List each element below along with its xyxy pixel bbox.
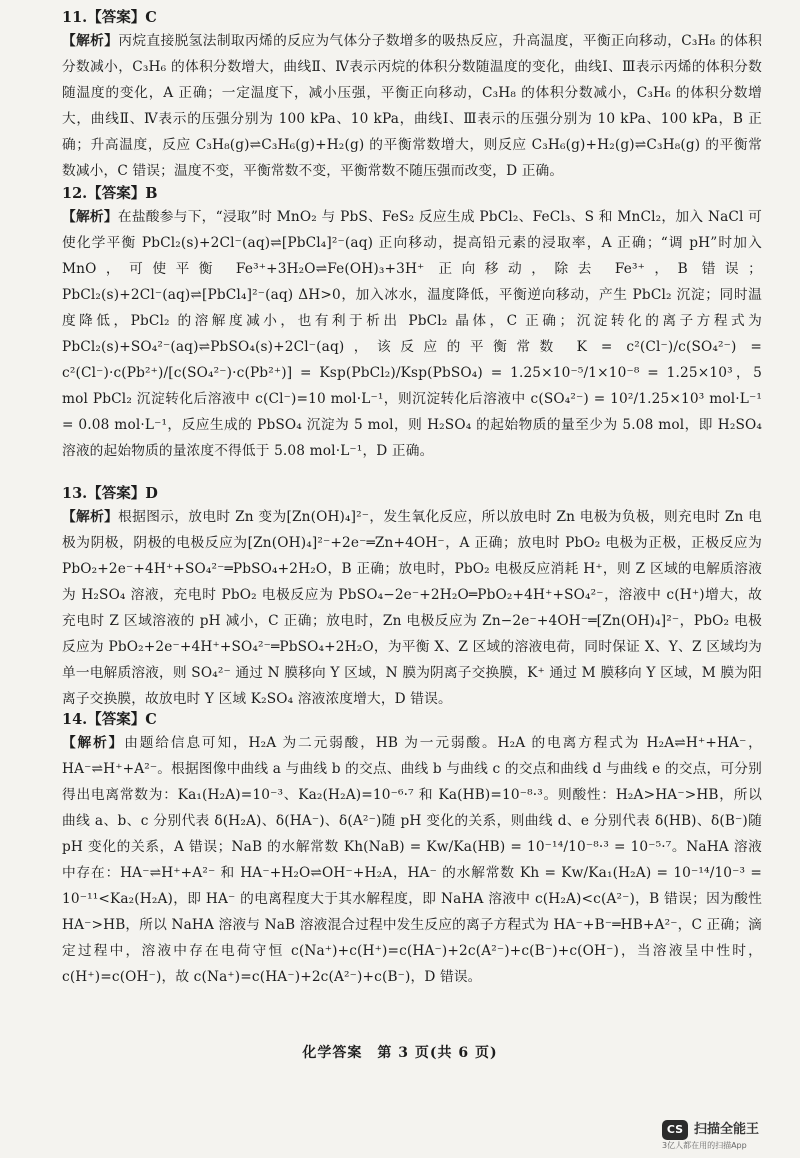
question-11 <box>62 8 762 184</box>
question-12-header <box>62 184 762 204</box>
scanner-brand: 扫描全能王 <box>694 1122 760 1137</box>
question-14-header <box>62 710 762 730</box>
analysis-text: 根据图示，放电时 Zn 变为[Zn(OH)₄]²⁻，发生氧化反应，所以放电时 Zn 电极为负极，则充电时 Zn 电极为阴极，阴极的电极反应为[Zn(OH)₄]²⁻+2e⁻═Zn+4OH⁻，A 正确；放电时 PbO₂ 电极为正极，正极反应为 PbO₂+2e⁻+4H⁺+SO₄²⁻═PbSO₄+2H₂O，B 正确；放电时，PbO₂ 电极反应消耗 H⁺，则 Z 区域的电解质溶液为 H₂SO₄ 溶液，充电时 PbO₂ 电极反应为 PbSO₄−2e⁻+2H₂O═PbO₂+4H⁺+SO₄²⁻，溶液中 c(H⁺)增大，故充电时 Z 区域溶液的 pH 减小，C 正确；放电时，Zn 电极反应为 Zn−2e⁻+4OH⁻═[Zn(OH)₄]²⁻，PbO₂ 电极反应为 PbO₂+2e⁻+4H⁺+SO₄²⁻═PbSO₄+2H₂O，为平衡 X、Z 区域的溶液电荷，同时保证 X、Y、Z 区域均为单一电解质溶液，则 SO₄²⁻ 通过 N 膜移向 Y 区域，N 膜为阴离子交换膜，K⁺ 通过 M 膜移向 Y 区域，M 膜为阳离子交换膜，故放电时 Y 区域 K₂SO₄ 溶液浓度增大，D 错误。 <box>62 509 762 707</box>
scanner-watermark <box>640 1118 790 1152</box>
analysis-text: 由题给信息可知，H₂A 为二元弱酸，HB 为一元弱酸。H₂A 的电离方程式为 H₂A⇌H⁺+HA⁻，HA⁻⇌H⁺+A²⁻。根据图像中曲线 a 与曲线 b 的交点、曲线 b 与曲线 c 的交点和曲线 d 与曲线 e 的交点，可分别得出电离常数为：Ka₁(H₂A)=10⁻³、Ka₂(H₂A)=10⁻⁶·⁷ 和 Ka(HB)=10⁻⁸·³。则酸性：H₂A>HA⁻>HB，所以曲线 a、b、c 分别代表 δ(H₂A)、δ(HA⁻)、δ(A²⁻)随 pH 变化的关系，则曲线 d、e 分别代表 δ(HB)、δ(B⁻)随 pH 变化的关系，A 错误；NaB 的水解常数 Kh(NaB) = Kw/Ka(HB) = 10⁻¹⁴/10⁻⁸·³ = 10⁻⁵·⁷。NaHA 溶液中存在：HA⁻⇌H⁺+A²⁻ 和 HA⁻+H₂O⇌OH⁻+H₂A，HA⁻ 的水解常数 Kh = Kw/Ka₁(H₂A) = 10⁻¹⁴/10⁻³ = 10⁻¹¹<Ka₂(H₂A)，即 HA⁻ 的电离程度大于其水解程度，即 NaHA 溶液中 c(H₂A)<c(A²⁻)，B 错误；因为酸性 HA⁻>HB，所以 NaHA 溶液与 NaB 溶液混合过程中发生反应的离子方程式为 HA⁻+B⁻═HB+A²⁻，C 正确；滴定过程中，溶液中存在电荷守恒 c(Na⁺)+c(H⁺)=c(HA⁻)+2c(A²⁻)+c(B⁻)+c(OH⁻)，当溶液呈中性时，c(H⁺)=c(OH⁻)，故 c(Na⁺)=c(HA⁻)+2c(A²⁻)+c(B⁻)，D 错误。 <box>62 735 762 985</box>
answer-tag: 【答案】 <box>87 712 146 728</box>
analysis-tag: 【解析】 <box>62 509 119 525</box>
analysis-text: 丙烷直接脱氢法制取丙烯的反应为气体分子数增多的吸热反应，升高温度，平衡正向移动，C₃H₈ 的体积分数减小，C₃H₆ 的体积分数增大，曲线Ⅱ、Ⅳ表示丙烷的体积分数随温度的变化，曲线Ⅰ、Ⅲ表示丙烯的体积分数随温度的变化，A 正确；一定温度下，减小压强，平衡正向移动，C₃H₈ 的体积分数减小，C₃H₆ 的体积分数增大，曲线Ⅱ、Ⅳ表示的压强分别为 100 kPa、10 kPa，曲线Ⅰ、Ⅲ表示的压强分别为 10 kPa、100 kPa，B 正确；升高温度，反应 C₃H₈(g)⇌C₃H₆(g)+H₂(g) 的平衡常数增大，则反应 C₃H₆(g)+H₂(g)⇌C₃H₈(g) 的平衡常数减小，C 错误；温度不变，平衡常数不变，平衡常数不随压强而改变，D 正确。 <box>62 33 762 179</box>
question-number: 12. <box>62 185 88 202</box>
answer-tag: 【答案】 <box>87 486 146 502</box>
question-11-header <box>62 8 762 28</box>
question-11-analysis <box>62 28 762 184</box>
answer-tag: 【答案】 <box>87 186 146 202</box>
question-13-header <box>62 484 762 504</box>
question-12 <box>62 184 762 464</box>
analysis-tag: 【解析】 <box>62 735 125 751</box>
analysis-tag: 【解析】 <box>62 209 118 225</box>
question-14-analysis <box>62 730 762 990</box>
question-12-analysis <box>62 204 762 464</box>
analysis-tag: 【解析】 <box>62 33 119 49</box>
answer-letter: D <box>145 485 158 502</box>
scanner-slogan: 3亿人都在用的扫描App <box>662 1141 747 1150</box>
answer-letter: C <box>145 9 157 26</box>
page-footer: 化学答案 第 3 页(共 6 页) <box>302 1045 498 1061</box>
question-14 <box>62 710 762 990</box>
analysis-text: 在盐酸参与下，“浸取”时 MnO₂ 与 PbS、FeS₂ 反应生成 PbCl₂、FeCl₃、S 和 MnCl₂，加入 NaCl 可使化学平衡 PbCl₂(s)+2Cl⁻(aq)⇌[PbCl₄]²⁻(aq) 正向移动，提高铅元素的浸取率，A 正确；“调 pH”时加入 MnO，可使平衡 Fe³⁺+3H₂O⇌Fe(OH)₃+3H⁺ 正向移动，除去 Fe³⁺，B 错误；PbCl₂(s)+2Cl⁻(aq)⇌[PbCl₄]²⁻(aq) ΔH>0，加入冰水，温度降低，平衡逆向移动，产生 PbCl₂ 沉淀；同时温度降低，PbCl₂ 的溶解度减小，也有利于析出 PbCl₂ 晶体，C 正确；沉淀转化的离子方程式为 PbCl₂(s)+SO₄²⁻(aq)⇌PbSO₄(s)+2Cl⁻(aq)，该反应的平衡常数 K = c²(Cl⁻)/c(SO₄²⁻) = c²(Cl⁻)·c(Pb²⁺)/[c(SO₄²⁻)·c(Pb²⁺)] = Ksp(PbCl₂)/Ksp(PbSO₄) = 1.25×10⁻⁵/1×10⁻⁸ = 1.25×10³，5 mol PbCl₂ 沉淀转化后溶液中 c(Cl⁻)=10 mol·L⁻¹，则沉淀转化后溶液中 c(SO₄²⁻) = 10²/1.25×10³ mol·L⁻¹ = 0.08 mol·L⁻¹，反应生成的 PbSO₄ 沉淀为 5 mol，则 H₂SO₄ 的起始物质的量至少为 5.08 mol，即 H₂SO₄ 溶液的起始物质的量浓度不得低于 5.08 mol·L⁻¹，D 正确。 <box>62 209 762 459</box>
question-number: 11. <box>62 9 88 26</box>
question-number: 14. <box>62 711 88 728</box>
answer-tag: 【答案】 <box>87 10 146 26</box>
question-13 <box>62 484 762 712</box>
question-13-analysis <box>62 504 762 712</box>
camscanner-logo-icon: CS <box>662 1120 688 1140</box>
answer-letter: B <box>145 185 158 202</box>
question-number: 13. <box>62 485 88 502</box>
answer-letter: C <box>145 711 157 728</box>
